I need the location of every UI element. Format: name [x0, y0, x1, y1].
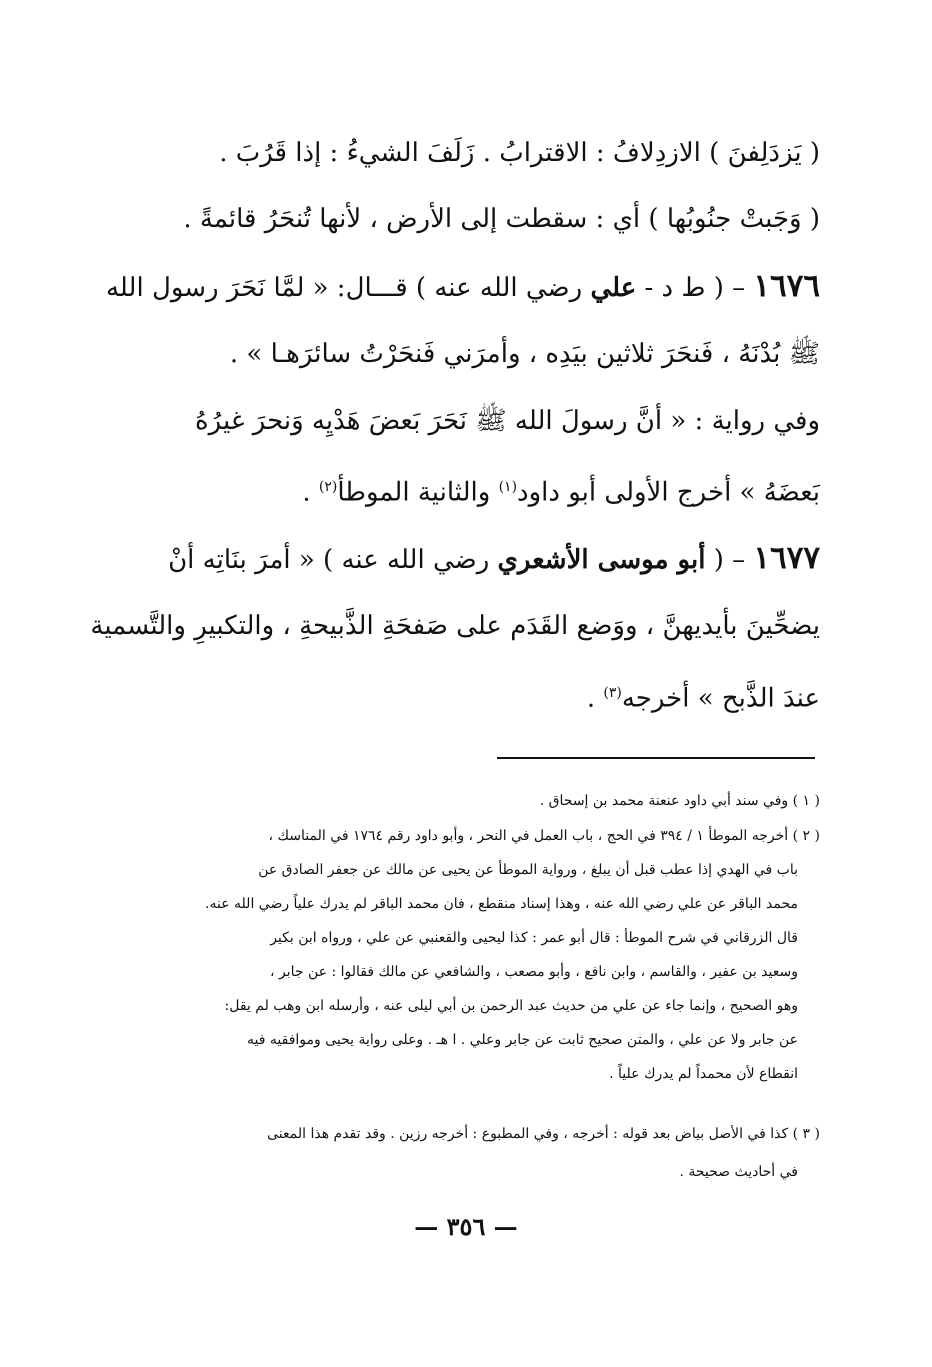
hadith-text: عندَ الذَّبح » أخرجه: [621, 683, 820, 714]
dash: –: [732, 273, 746, 303]
hadith-1676: [105, 268, 820, 304]
riwaya-text: بَعضَهُ » أخرج الأولى أبو داود: [517, 477, 820, 508]
hadith-text: رضي الله عنه ) « أمرَ بنَاتِه أنْ: [168, 545, 498, 575]
hadith-1677-line-3: [587, 678, 820, 714]
source-codes: ( ط د -: [636, 273, 724, 303]
riwaya-text-2: والثانية الموطأ: [337, 477, 499, 508]
gloss-wajabat: ( وَجَبتْ جنُوبُها ) أي : سقطت إلى الأرض ، لأنها تُنحَرُ قائمةً .: [183, 204, 820, 234]
footnote-ref-3: (٣): [603, 685, 622, 701]
hadith-1676-cont: ﷺ بُدْنَهُ ، فَنحَرَ ثلاثين بيَدِه ، وأمرَني فَنحَرْتُ سائرَهـا » .: [229, 339, 820, 369]
hadith-text: رضي الله عنه ) قـــال: « لمَّا نَحَرَ رسول الله: [105, 273, 591, 303]
hadith-number: ١٦٧٦: [753, 268, 820, 304]
narrator-name: علي: [590, 273, 637, 303]
footnote-2-line: باب في الهدي إذا عطب قبل أن يبلغ ، ورواية الموطأ عن يحيى عن مالك عن جعفر الصادق عن: [258, 862, 798, 878]
footnote-ref-2: (٢): [318, 479, 338, 495]
footnote-2-line: محمد الباقر عن علي رضي الله عنه ، وهذا إسناد منقطع ، فان محمد الباقر لم يدرك علياً رضي الله عنه.: [205, 896, 798, 912]
hadith-1677-line-2: يضحِّينَ بأيديهنَّ ، ووَضع القَدَم على صَفحَةِ الذَّبيحةِ ، والتكبيرِ والتَّسمية: [90, 611, 820, 641]
dash: –: [732, 545, 746, 575]
page-number: — ٣٥٦ —: [414, 1212, 518, 1241]
footnote-3-line: ( ٣ ) كذا في الأصل بياض بعد قوله : أخرجه ، وفي المطبوع : أخرجه رزين . وقد تقدم هذا المعنى: [267, 1126, 820, 1142]
hadith-end: .: [586, 683, 604, 714]
footnote-separator: [497, 757, 815, 759]
riwaya-end: .: [302, 477, 319, 508]
riwaya-line-2: [302, 472, 820, 508]
footnote-2-line: وهو الصحيح ، وإنما جاء عن علي من حديث عبد الرحمن بن أبي ليلى عنه ، وأرسله ابن وهب لم يقل:: [224, 998, 798, 1014]
footnote-ref-1: (١): [498, 479, 518, 495]
footnote-2-line: عن جابر ولا عن علي ، والمتن صحيح ثابت عن جابر وعلي . ا هـ . وعلى رواية يحيى وموافقيه فيه: [247, 1032, 798, 1048]
footnote-2-line: وسعيد بن عفير ، والقاسم ، وابن نافع ، وأبو مصعب ، والشافعي عن مالك فقالوا : عن جابر ،: [270, 964, 798, 980]
hadith-number: ١٦٧٧: [753, 540, 820, 576]
footnote-3-line: في أحاديث صحيحة .: [679, 1164, 798, 1180]
bracket: (: [705, 545, 733, 575]
footnote-1: ( ١ ) وفي سند أبي داود عنعنة محمد بن إسحاق .: [539, 793, 820, 809]
narrator-name: أبو موسى الأشعري: [497, 545, 706, 575]
footnote-2-line: انقطاع لأن محمداً لم يدرك علياً .: [609, 1066, 798, 1082]
hadith-1677: [168, 540, 820, 576]
footnote-2-line: ( ٢ ) أخرجه الموطأ ١ / ٣٩٤ في الحج ، باب العمل في النحر ، وأبو داود رقم ١٧٦٤ في المناسك ،: [268, 828, 820, 844]
gloss-yazdalifna: ( يَزدَلِفنَ ) الازدِلافُ : الاقترابُ . زَلَفَ الشيءُ : إذا قَرُبَ .: [219, 138, 820, 168]
footnote-2-line: قال الزرقاني في شرح الموطأ : قال أبو عمر : كذا ليحيى والقعنبي عن علي ، ورواه ابن بكير: [270, 930, 798, 946]
riwaya-line-1: وفي رواية : « أنَّ رسولَ الله ﷺ نَحَرَ بَعضَ هَدْيِه وَنحرَ غيرُهُ: [195, 406, 820, 436]
